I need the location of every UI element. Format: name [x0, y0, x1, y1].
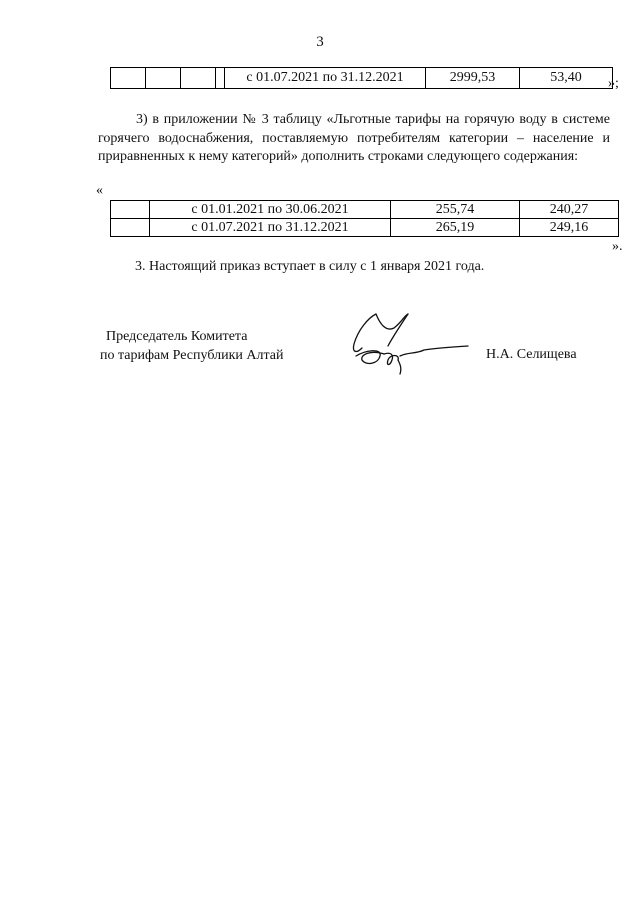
- table-cell-empty: [181, 68, 216, 89]
- signatory-title: [100, 327, 283, 365]
- paragraph-3: [98, 111, 610, 167]
- table-cell-empty: [111, 219, 150, 237]
- table-cell-empty: [146, 68, 181, 89]
- signatory-title-line2: по тарифам Республики Алтай: [100, 348, 284, 363]
- table2-closing-quote: ».: [612, 239, 623, 254]
- table-cell-period: с 01.07.2021 по 31.12.2021: [225, 68, 426, 89]
- table1-closing-quote: »;: [608, 76, 619, 91]
- handwritten-signature: [346, 308, 471, 378]
- table-row: [111, 68, 613, 89]
- table-cell-value: 53,40: [520, 68, 613, 89]
- table2-opening-quote: «: [96, 183, 103, 198]
- paragraph-3-text: 3) в приложении № 3 таблицу «Льготные тарифы на горячую воду в системе горячего водоснабжения, поставляемую потребителям категории – население и приравненных к нему категорий» дополнить строками следующего содержания:: [98, 112, 610, 164]
- table-cell-value: 249,16: [520, 219, 619, 237]
- preferential-tariff-table: [110, 200, 619, 237]
- table-cell-empty: [111, 201, 150, 219]
- table-cell-period: с 01.01.2021 по 30.06.2021: [150, 201, 391, 219]
- table-cell-value: 240,27: [520, 201, 619, 219]
- page-number: 3: [316, 34, 324, 50]
- signatory-title-line1: Председатель Комитета: [106, 329, 248, 344]
- table-cell-empty: [111, 68, 146, 89]
- table-row: [111, 219, 619, 237]
- table-cell-value: 255,74: [391, 201, 520, 219]
- clause-3: 3. Настоящий приказ вступает в силу с 1 января 2021 года.: [135, 259, 485, 274]
- table-cell-period: с 01.07.2021 по 31.12.2021: [150, 219, 391, 237]
- table-cell-empty: [216, 68, 225, 89]
- tariff-table-continuation: [110, 67, 613, 89]
- table-cell-value: 265,19: [391, 219, 520, 237]
- table-row: [111, 201, 619, 219]
- table-cell-value: 2999,53: [426, 68, 520, 89]
- signatory-name: Н.А. Селищева: [486, 347, 577, 362]
